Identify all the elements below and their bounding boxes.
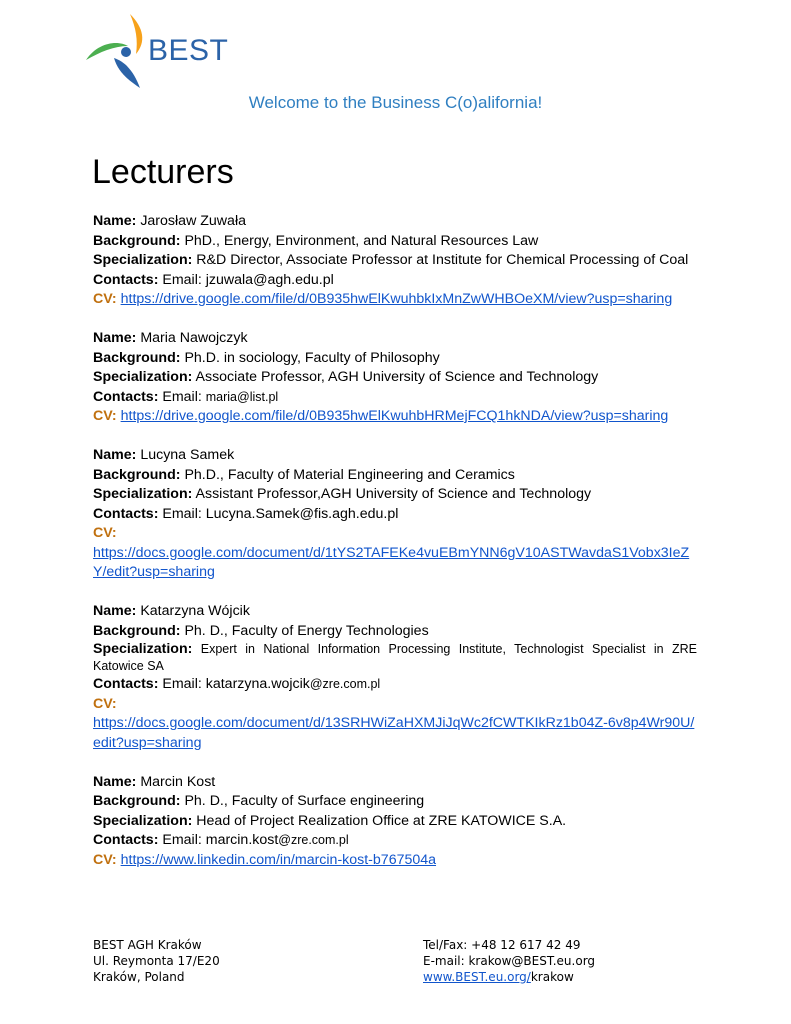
background-label: Background: bbox=[93, 349, 181, 366]
lecturer-entry bbox=[93, 329, 697, 427]
contacts-label: Contacts: bbox=[93, 505, 159, 522]
lecturer-email: Lucyna.Samek@fis.agh.edu.pl bbox=[205, 505, 399, 522]
cv-label: CV: bbox=[93, 525, 117, 541]
footer-contact bbox=[423, 937, 595, 985]
best-logo-mark-icon bbox=[84, 12, 148, 90]
lecturer-email-user: marcin.kost bbox=[205, 832, 279, 848]
lecturer-name: Marcin Kost bbox=[140, 773, 216, 790]
footer-address bbox=[93, 937, 220, 985]
contacts-label: Contacts: bbox=[93, 676, 159, 692]
cv-link[interactable]: https://docs.google.com/document/d/13SRHWiZaHXMJiJqWc2fCWTKIkRz1b04Z-6v8p4Wr90U/edit?usp=sharing bbox=[93, 715, 695, 751]
specialization-label: Specialization: bbox=[93, 369, 193, 385]
lecturer-specialization: R&D Director, Associate Professor at Institute for Chemical Processing of Coal bbox=[196, 252, 689, 268]
cv-label: CV: bbox=[93, 291, 117, 307]
lecturer-specialization: Associate Professor, AGH University of Science and Technology bbox=[195, 369, 599, 385]
lecturer-name: Maria Nawojczyk bbox=[140, 330, 248, 346]
lecturer-email: jzuwala@agh.edu.pl bbox=[205, 271, 334, 288]
cv-label: CV: bbox=[93, 408, 117, 424]
name-label: Name: bbox=[93, 603, 137, 619]
lecturer-background: Ph. D., Faculty of Energy Technologies bbox=[184, 622, 429, 639]
cv-link[interactable]: https://drive.google.com/file/d/0B935hwElKwuhbHRMejFCQ1hkNDA/view?usp=sharing bbox=[120, 408, 669, 424]
lecturer-entry bbox=[93, 773, 697, 871]
welcome-subtitle: Welcome to the Business C(o)alifornia! bbox=[248, 93, 543, 112]
footer-org: BEST AGH Kraków bbox=[93, 938, 202, 952]
cv-label: CV: bbox=[93, 695, 117, 712]
cv-link[interactable]: https://www.linkedin.com/in/marcin-kost-b767504a bbox=[120, 851, 437, 868]
contacts-label: Contacts: bbox=[93, 832, 159, 848]
footer-website-suffix: krakow bbox=[530, 970, 574, 984]
footer-city: Kraków, Poland bbox=[93, 970, 185, 984]
contacts-prefix: Email: bbox=[162, 676, 206, 692]
lecturer-email-domain: @zre.com.pl bbox=[309, 677, 381, 691]
lecturer-entry bbox=[93, 602, 697, 753]
lecturer-background: Ph.D., Faculty of Material Engineering and Ceramics bbox=[184, 466, 515, 483]
lecturer-specialization: Expert in National Information Processing Institute, Technologist Specialist in ZRE Katowice SA bbox=[93, 642, 697, 673]
lecturer-name: Lucyna Samek bbox=[140, 447, 235, 463]
cv-link[interactable]: https://drive.google.com/file/d/0B935hwElKwuhbkIxMnZwWHBOeXM/view?usp=sharing bbox=[120, 291, 673, 307]
specialization-label: Specialization: bbox=[93, 486, 193, 502]
name-label: Name: bbox=[93, 213, 137, 229]
name-label: Name: bbox=[93, 330, 137, 346]
footer-email: E-mail: krakow@BEST.eu.org bbox=[423, 954, 596, 968]
background-label: Background: bbox=[93, 622, 181, 639]
contacts-label: Contacts: bbox=[93, 388, 159, 405]
name-label: Name: bbox=[93, 447, 137, 463]
lecturer-entry bbox=[93, 446, 697, 583]
background-label: Background: bbox=[93, 232, 181, 249]
lecturer-name: Katarzyna Wójcik bbox=[140, 603, 250, 619]
lecturer-list bbox=[93, 212, 697, 890]
lecturer-background: Ph.D. in sociology, Faculty of Philosophy bbox=[184, 349, 440, 366]
best-logo bbox=[84, 12, 234, 92]
contacts-label: Contacts: bbox=[93, 271, 159, 288]
lecturer-specialization: Assistant Professor,AGH University of Science and Technology bbox=[195, 486, 592, 502]
lecturer-email-domain: @zre.com.pl bbox=[278, 833, 349, 847]
specialization-label: Specialization: bbox=[93, 252, 193, 268]
lecturer-email-user: katarzyna.wojcik bbox=[205, 676, 310, 692]
background-label: Background: bbox=[93, 793, 181, 809]
lecturer-specialization: Head of Project Realization Office at ZRE KATOWICE S.A. bbox=[196, 812, 567, 829]
best-logo-text: BEST bbox=[148, 34, 229, 67]
contacts-prefix: Email: bbox=[162, 388, 206, 405]
lecturer-email: maria@list.pl bbox=[205, 389, 279, 404]
lecturer-background: PhD., Energy, Environment, and Natural Resources Law bbox=[184, 232, 539, 249]
lecturer-entry bbox=[93, 212, 697, 310]
background-label: Background: bbox=[93, 466, 181, 483]
contacts-prefix: Email: bbox=[162, 271, 206, 288]
cv-link[interactable]: https://docs.google.com/document/d/1tYS2TAFEKe4vuEBmYNN6gV10ASTWavdaS1Vobx3IeZY/edit?usp=sharing bbox=[93, 544, 690, 580]
contacts-prefix: Email: bbox=[162, 505, 206, 522]
cv-label: CV: bbox=[93, 851, 117, 868]
contacts-prefix: Email: bbox=[162, 832, 206, 848]
specialization-label: Specialization: bbox=[93, 812, 193, 829]
lecturer-name: Jarosław Zuwała bbox=[140, 213, 246, 229]
lecturer-background: Ph. D., Faculty of Surface engineering bbox=[184, 793, 425, 809]
footer-tel: Tel/Fax: +48 12 617 42 49 bbox=[423, 938, 581, 952]
footer-street: Ul. Reymonta 17/E20 bbox=[93, 954, 220, 968]
footer-website-link[interactable]: www.BEST.eu.org/ bbox=[423, 970, 531, 984]
specialization-label: Specialization: bbox=[93, 641, 193, 657]
name-label: Name: bbox=[93, 773, 137, 790]
page-title: Lecturers bbox=[92, 153, 234, 191]
